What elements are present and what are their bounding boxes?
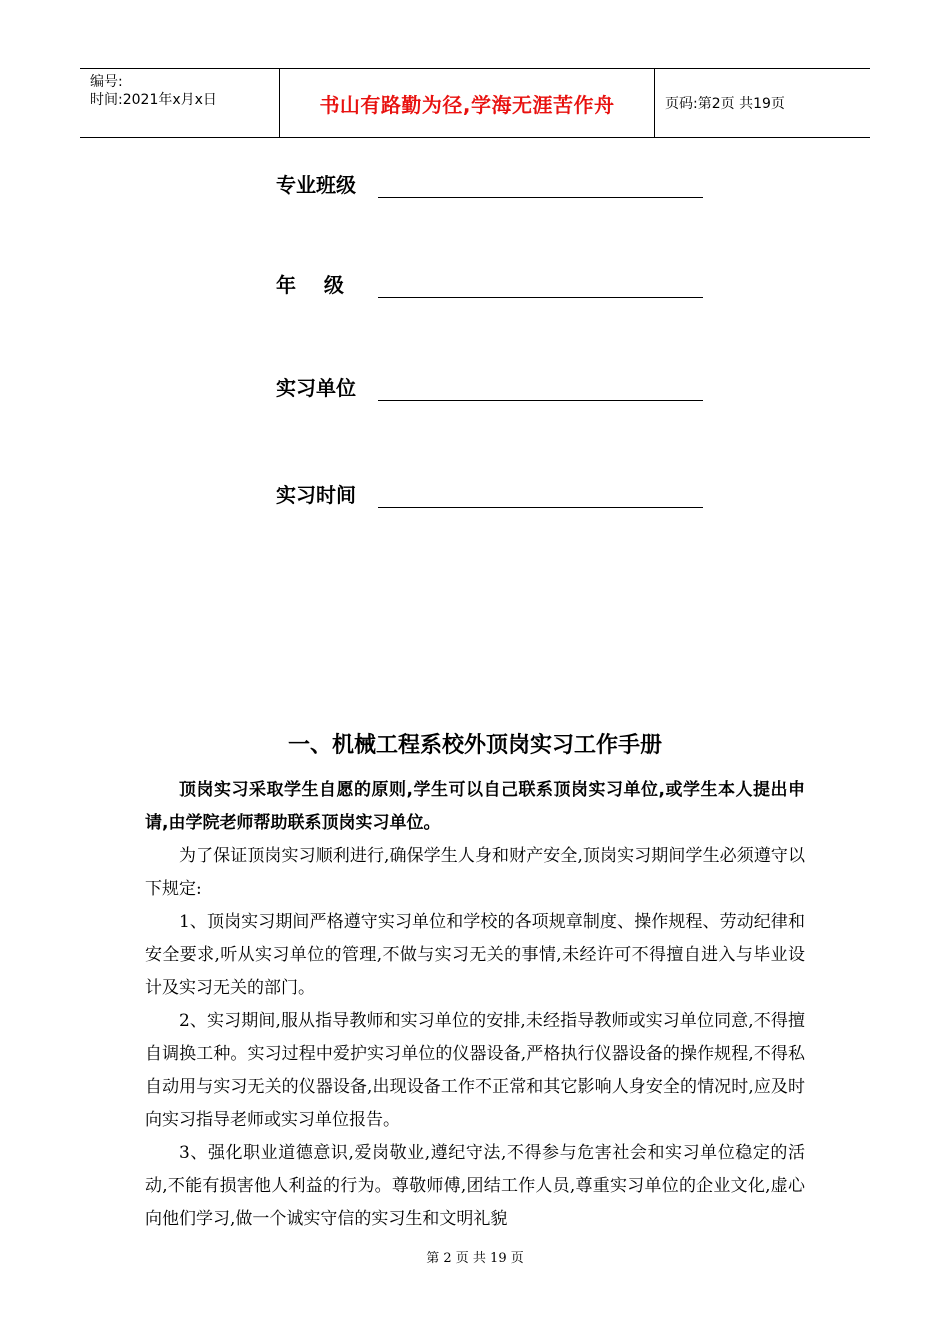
paragraph: 为了保证顶岗实习顺利进行,确保学生人身和财产安全,顶岗实习期间学生必须遵守以下规定:: [145, 846, 805, 899]
paragraph: 顶岗实习采取学生自愿的原则,学生可以自己联系顶岗实习单位,或学生本人提出申请,由学院老师帮助联系顶岗实习单位。: [145, 780, 805, 833]
number-label: 编号:: [90, 74, 123, 90]
paragraph: 2、实习期间,服从指导教师和实习单位的安排,未经指导教师或实习单位同意,不得擅自调换工种。实习过程中爱护实习单位的仪器设备,严格执行仪器设备的操作规程,不得私自动用与实习无关的仪器设备,出现设备工作不正常和其它影响人身安全的情况时,应及时向实习指导老师或实习单位报告。: [145, 1011, 805, 1130]
fill-in-line: [378, 376, 703, 401]
fill-in-line: [378, 173, 703, 198]
field-label: 实习时间: [276, 483, 356, 507]
paragraph: 3、强化职业道德意识,爱岗敬业,遵纪守法,不得参与危害社会和实习单位稳定的活动,不能有损害他人利益的行为。尊敬师傅,团结工作人员,尊重实习单位的企业文化,虚心向他们学习,做一个诚实守信的实习生和文明礼貌: [145, 1143, 805, 1229]
page-header: [80, 68, 870, 138]
paragraph: 1、顶岗实习期间严格遵守实习单位和学校的各项规章制度、操作规程、劳动纪律和安全要求,听从实习单位的管理,不做与实习无关的事情,未经许可不得擅自进入与毕业设计及实习无关的部门。: [145, 912, 805, 998]
time-label: 时间:2021年x月x日: [90, 92, 217, 108]
field-label: 实习单位: [276, 376, 356, 400]
field-time: [276, 476, 703, 508]
fill-in-line: [378, 483, 703, 508]
header-motto: 书山有路勤为径,学海无涯苦作舟: [280, 69, 655, 137]
field-label: 年 级: [276, 273, 344, 297]
header-meta: [80, 69, 280, 137]
field-label: 专业班级: [276, 173, 356, 197]
field-grade: [276, 266, 703, 298]
header-page-code: 页码:第2页 共19页: [665, 96, 785, 112]
page-footer: 第 2 页 共 19 页: [426, 1251, 524, 1266]
field-major-class: [276, 166, 703, 198]
section-body: [145, 774, 805, 1236]
section-title: 一、机械工程系校外顶岗实习工作手册: [287, 733, 662, 758]
fill-in-line: [378, 273, 703, 298]
field-unit: [276, 369, 703, 401]
